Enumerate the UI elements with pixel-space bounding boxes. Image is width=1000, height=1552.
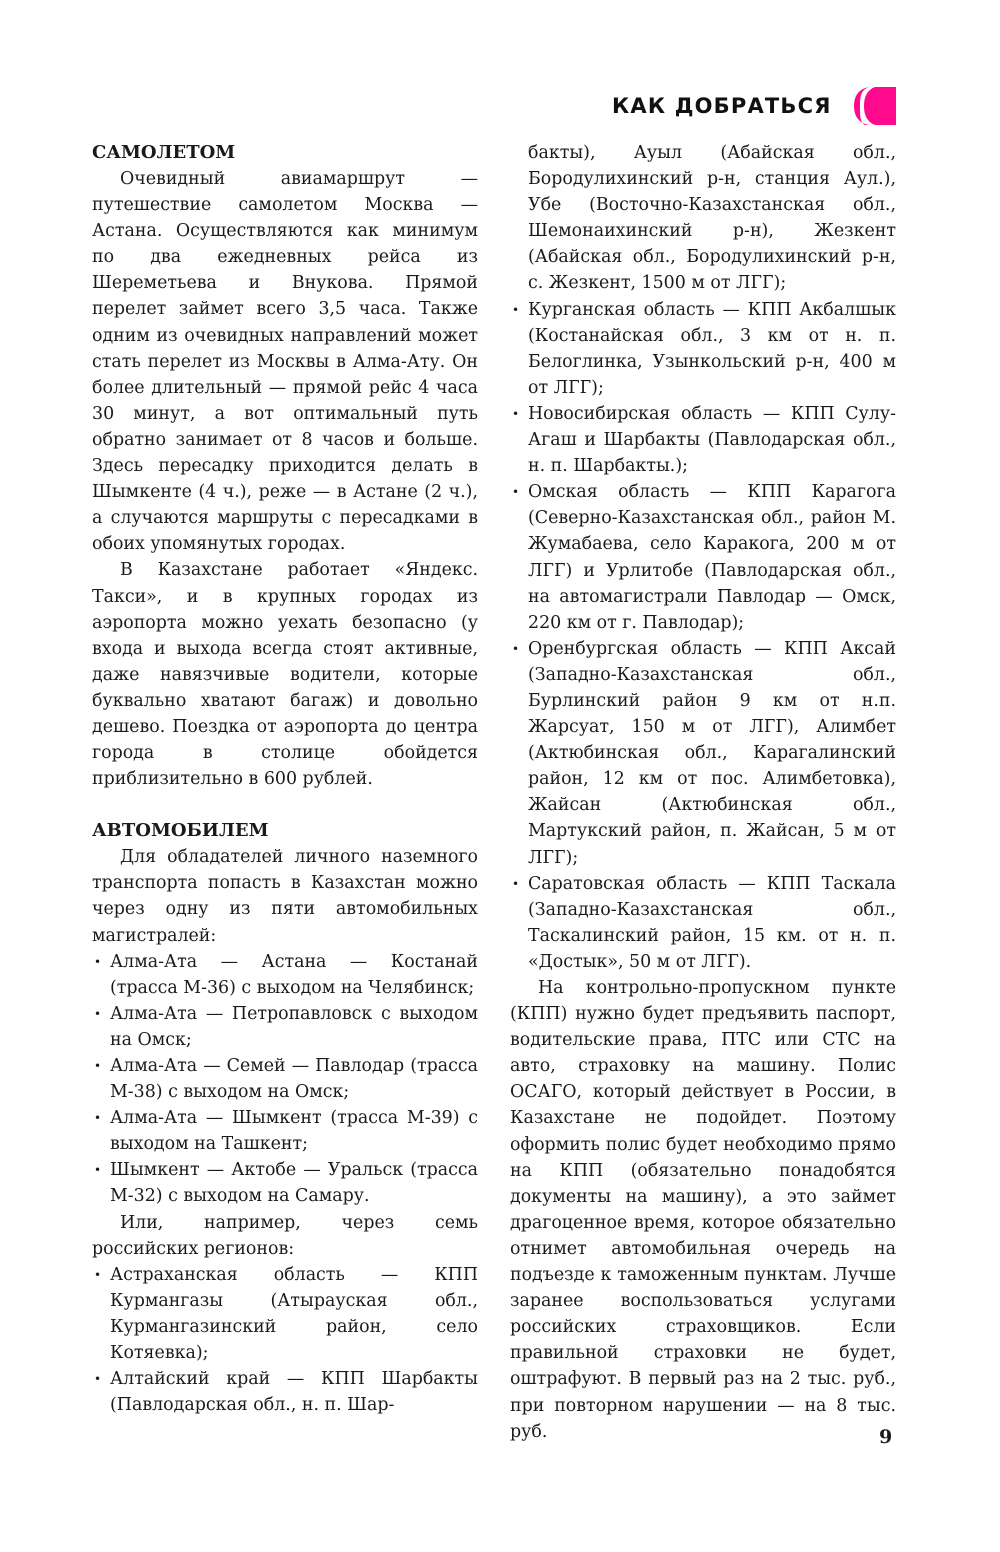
list-item: • Астраханская область — КПП Курмангазы (Атырауская обл., Курмангазинский район, село Котяевка); (92, 1262, 478, 1366)
paragraph: Или, например, через семь российских регионов: (92, 1212, 478, 1259)
list-item: • Алма-Ата — Шымкент (трасса М-39) с выходом на Ташкент; (92, 1105, 478, 1157)
list-item: • Шымкент — Актобе — Уральск (трасса М-32) с выходом на Самару. (92, 1157, 478, 1209)
list-item: • Алма-Ата — Петропавловск с выходом на Омск; (92, 1001, 478, 1053)
highways-list (92, 949, 478, 1210)
paragraph: Для обладателей личного наземного транспорта попасть в Казахстан можно через одну из пяти автомобильных магистралей: (92, 847, 478, 946)
paragraph: На контрольно-пропускном пункте (КПП) нужно будет предъявить паспорт, водительские права, ПТС или СТС на авто, страховку на машину. Полис ОСАГО, который действует в России, в Казахстане не подойдет. Поэтому оформить полис будет необходимо прямо на КПП (обязательно понадобятся документы на машину), а это займет драгоценное время, которое обязательно отнимет автомобильная очередь на подъезде к таможенным пунктам. Лучше заранее воспользоваться услугами российских страховщиков. Если правильной страховки не будет, оштрафуют. В первый раз на 2 тыс. руб., при повторном нарушении — на 8 тыс. руб. (510, 978, 896, 1442)
section-tab-icon (853, 86, 897, 126)
list-item: • Новосибирская область — КПП Сулу-Агаш и Шарбакты (Павлодарская обл., н. п. Шарбакты.); (510, 401, 896, 479)
right-column (510, 140, 896, 1445)
list-item: • Алма-Ата — Семей — Павлодар (трасса М-38) с выходом на Омск; (92, 1053, 478, 1105)
left-column (92, 140, 478, 1418)
regions-list (92, 1262, 478, 1419)
running-header-title: КАК ДОБРАТЬСЯ (612, 94, 832, 118)
list-item: • Алтайский край — КПП Шарбакты (Павлодарская обл., н. п. Шар- (92, 1366, 478, 1418)
list-item: • Оренбургская область — КПП Аксай (Западно-Казахстанская обл., Бурлинский район 9 км от н.п. Жарсуат, 150 м от ЛГГ), Алимбет (Актюбинская обл., Карагалинский район, 12 км от пос. Алимбетовка), Жайсан (Актюбинская обл., Мартукский район, п. Жайсан, 5 м от ЛГГ); (510, 636, 896, 871)
paragraph: Очевидный авиамаршрут — путешествие самолетом Москва — Астана. Осуществляются как минимум по два ежедневных рейса из Шереметьева и Внукова. Прямой перелет займет всего 3,5 часа. Также одним из очевидных направлений может стать перелет из Москвы в Алма-Ату. Он более длительный — прямой рейс 4 часа 30 минут, а вот оптимальный путь обратно занимает от 8 часов и больше. Здесь пересадку приходится делать в Шымкенте (4 ч.), реже — в Астане (2 ч.), а случаются маршруты с пересадками в обоих упомянутых городах. (92, 169, 478, 555)
list-item: • Алма-Ата — Астана — Костанай (трасса М-36) с выходом на Челябинск; (92, 949, 478, 1001)
list-item: • Курганская область — КПП Акбалшык (Костанайская обл., 3 км от н. п. Белоглинка, Узынкольский р-н, 400 м от ЛГГ); (510, 297, 896, 401)
page-number: 9 (879, 1426, 893, 1448)
list-item: • Омская область — КПП Карагога (Северно-Казахстанская обл., район М. Жумабаева, село Каракога, 200 м от ЛГГ) и Урлитобе (Павлодарская обл., на автомагистрали Павлодар — Омск, 220 км от г. Павлодар); (510, 479, 896, 636)
list-item-continued: бакты), Ауыл (Абайская обл., Бородулихинский р-н, станция Аул.), Убе (Восточно-Казахстанская обл., Шемонаихинский р-н), Жезкент (Абайская обл., Бородулихинский р-н, с. Жезкент, 1500 м от ЛГГ); (528, 143, 896, 294)
section-heading-plane: САМОЛЕТОМ (92, 142, 236, 163)
section-heading-car: АВТОМОБИЛЕМ (92, 820, 269, 842)
paragraph: В Казахстане работает «Яндекс. Такси», и в крупных городах из аэропорта можно уехать безопасно (у входа и выхода всегда стоят активные, даже навязчивые водители, которые буквально хватают багаж) и довольно дешево. Поездка от аэропорта до центра города в столице обойдется приблизительно в 600 рублей. (92, 560, 478, 790)
regions-list-continued (510, 140, 896, 975)
list-item: • Саратовская область — КПП Таскала (Западно-Казахстанская обл., Таскалинский район, 15 км. от н. п. «Достык», 50 м от ЛГГ). (510, 871, 896, 975)
